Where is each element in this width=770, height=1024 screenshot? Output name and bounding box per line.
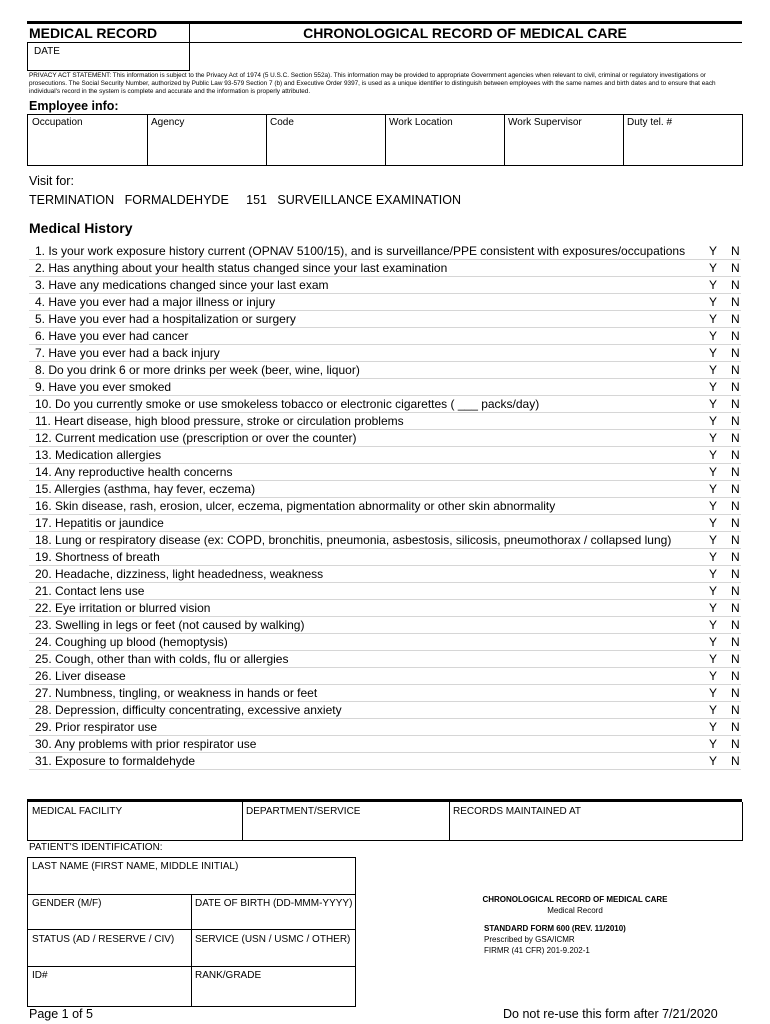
status-field[interactable]: STATUS (AD / RESERVE / CIV): [32, 934, 175, 945]
question-text: 8. Do you drink 6 or more drinks per week (beer, wine, liquor): [35, 363, 360, 377]
service-field[interactable]: SERVICE (USN / USMC / OTHER): [195, 934, 351, 945]
question-row: [29, 430, 741, 447]
emp-divider-5: [623, 114, 624, 165]
question-row: [29, 345, 741, 362]
no-option[interactable]: N: [731, 346, 740, 360]
no-option[interactable]: N: [731, 465, 740, 479]
date-of-birth-field[interactable]: DATE OF BIRTH (DD-MMM-YYYY): [195, 898, 353, 909]
question-text: 26. Liver disease: [35, 669, 126, 683]
date-field-label[interactable]: DATE: [34, 46, 60, 57]
question-text: 15. Allergies (asthma, hay fever, eczema): [35, 482, 256, 496]
question-row: [29, 379, 741, 396]
department-service-field[interactable]: DEPARTMENT/SERVICE: [246, 806, 361, 817]
medical-record-title: MEDICAL RECORD: [29, 25, 158, 41]
yes-option[interactable]: Y: [709, 380, 718, 394]
question-row: [29, 277, 741, 294]
emp-divider-2: [266, 114, 267, 165]
question-row: [29, 566, 741, 583]
visit-for-value: TERMINATION FORMALDEHYDE 151 SURVEILLANCE EXAMINATION: [29, 193, 462, 207]
no-option[interactable]: N: [731, 669, 740, 683]
no-option[interactable]: N: [731, 414, 740, 428]
no-option[interactable]: N: [731, 278, 740, 292]
agency-field[interactable]: Agency: [151, 117, 185, 128]
question-row: [29, 600, 741, 617]
yes-option[interactable]: Y: [709, 533, 718, 547]
no-option[interactable]: N: [731, 567, 740, 581]
question-row: [29, 481, 741, 498]
no-option[interactable]: N: [731, 618, 740, 632]
question-text: 21. Contact lens use: [35, 584, 145, 598]
no-option[interactable]: N: [731, 652, 740, 666]
question-text: 20. Headache, dizziness, light headedness, weakness: [35, 567, 324, 581]
question-text: 4. Have you ever had a major illness or injury: [35, 295, 276, 309]
no-option[interactable]: N: [731, 550, 740, 564]
visit-for-label: Visit for:: [29, 174, 74, 188]
facility-divider-2: [449, 802, 450, 840]
yes-option[interactable]: Y: [709, 669, 718, 683]
yes-option[interactable]: Y: [709, 618, 718, 632]
yes-option[interactable]: Y: [709, 278, 718, 292]
prescribed-by: Prescribed by GSA/ICMR: [484, 935, 575, 944]
question-text: 30. Any problems with prior respirator use: [35, 737, 257, 751]
question-row: [29, 668, 741, 685]
code-field[interactable]: Code: [270, 117, 294, 128]
question-text: 3. Have any medications changed since your last exam: [35, 278, 329, 292]
question-text: 2. Has anything about your health status changed since your last examination: [35, 261, 448, 275]
no-option[interactable]: N: [731, 584, 740, 598]
question-row: [29, 702, 741, 719]
duty-tel-field[interactable]: Duty tel. #: [627, 117, 673, 128]
yes-option[interactable]: Y: [709, 261, 718, 275]
no-option[interactable]: N: [731, 363, 740, 377]
question-text: 12. Current medication use (prescription or over the counter): [35, 431, 357, 445]
question-row: [29, 294, 741, 311]
question-text: 6. Have you ever had cancer: [35, 329, 189, 343]
no-option[interactable]: N: [731, 703, 740, 717]
question-row: [29, 549, 741, 566]
yes-option[interactable]: Y: [709, 652, 718, 666]
question-text: 14. Any reproductive health concerns: [35, 465, 233, 479]
no-option[interactable]: N: [731, 516, 740, 530]
question-row: [29, 532, 741, 549]
emp-divider-1: [147, 114, 148, 165]
yes-option[interactable]: Y: [709, 448, 718, 462]
no-option[interactable]: N: [731, 244, 740, 258]
question-row: [29, 685, 741, 702]
yes-option[interactable]: Y: [709, 703, 718, 717]
no-option[interactable]: N: [731, 448, 740, 462]
question-row: [29, 243, 741, 260]
question-row: [29, 328, 741, 345]
standard-form-number: STANDARD FORM 600 (REV. 11/2010): [484, 924, 626, 933]
yes-option[interactable]: Y: [709, 567, 718, 581]
form-info-subtitle: Medical Record: [547, 906, 603, 915]
yes-option[interactable]: Y: [709, 584, 718, 598]
header-underline: [27, 42, 742, 43]
work-location-field[interactable]: Work Location: [389, 117, 453, 128]
question-row: [29, 651, 741, 668]
question-text: 17. Hepatitis or jaundice: [35, 516, 164, 530]
pid-col-divider: [191, 894, 192, 1006]
question-text: 18. Lung or respiratory disease (ex: COPD, bronchitis, pneumonia, asbestosis, silicosis, pneumothorax / collapsed lung): [35, 533, 672, 547]
expiry-notice: Do not re-use this form after 7/21/2020: [503, 1007, 718, 1021]
yes-option[interactable]: Y: [709, 363, 718, 377]
occupation-field[interactable]: Occupation: [32, 117, 83, 128]
yes-option[interactable]: Y: [709, 312, 718, 326]
page-number: Page 1 of 5: [29, 1007, 93, 1021]
yes-option[interactable]: Y: [709, 346, 718, 360]
question-text: 11. Heart disease, high blood pressure, stroke or circulation problems: [35, 414, 404, 428]
medical-facility-field[interactable]: MEDICAL FACILITY: [32, 806, 123, 817]
facility-table: [27, 802, 743, 841]
yes-option[interactable]: Y: [709, 329, 718, 343]
gender-field[interactable]: GENDER (M/F): [32, 898, 102, 909]
question-row: [29, 311, 741, 328]
facility-divider-1: [242, 802, 243, 840]
yes-option[interactable]: Y: [709, 431, 718, 445]
question-row: [29, 447, 741, 464]
question-row: [29, 515, 741, 532]
question-row: [29, 260, 741, 277]
last-name-field[interactable]: LAST NAME (FIRST NAME, MIDDLE INITIAL): [32, 861, 239, 872]
yes-option[interactable]: Y: [709, 737, 718, 751]
question-text: 5. Have you ever had a hospitalization or surgery: [35, 312, 296, 326]
id-field[interactable]: ID#: [32, 970, 48, 981]
yes-option[interactable]: Y: [709, 295, 718, 309]
question-row: [29, 498, 741, 515]
form-info-title: CHRONOLOGICAL RECORD OF MEDICAL CARE: [482, 895, 668, 904]
yes-option[interactable]: Y: [709, 499, 718, 513]
question-text: 13. Medication allergies: [35, 448, 162, 462]
question-row: [29, 719, 741, 736]
question-text: 28. Depression, difficulty concentrating, excessive anxiety: [35, 703, 342, 717]
yes-option[interactable]: Y: [709, 754, 718, 768]
date-box-left-border: [27, 42, 28, 71]
no-option[interactable]: N: [731, 380, 740, 394]
employee-info-title: Employee info:: [29, 99, 119, 113]
date-box-bottom: [27, 70, 190, 71]
question-text: 29. Prior respirator use: [35, 720, 158, 734]
yes-option[interactable]: Y: [709, 414, 718, 428]
header-divider: [189, 23, 190, 71]
question-text: 10. Do you currently smoke or use smokeless tobacco or electronic cigarettes ( ___ packs/day): [35, 397, 540, 411]
question-text: 25. Cough, other than with colds, flu or allergies: [35, 652, 289, 666]
privacy-act-statement: PRIVACY ACT STATEMENT: This information is subject to the Privacy Act of 1974 (5 U.S.C. Section 552a). This information may be provided to appropriate Government agencies when relevant to civil, criminal or regulatory investigations or prosecutions. The Social Security Number, authorized by Public Law 93-579 Section 7 (b) and Executive Order 9397, is used as a unique identifier to distinguish between employees with the same names and birth dates and to ensure that each individual's record in the system is complete and accurate and the information is properly attributed.: [29, 72, 716, 95]
no-option[interactable]: N: [731, 635, 740, 649]
no-option[interactable]: N: [731, 533, 740, 547]
records-maintained-field[interactable]: RECORDS MAINTAINED AT: [453, 806, 581, 817]
question-row: [29, 753, 741, 770]
question-row: [29, 736, 741, 753]
no-option[interactable]: N: [731, 720, 740, 734]
no-option[interactable]: N: [731, 737, 740, 751]
yes-option[interactable]: Y: [709, 635, 718, 649]
yes-option[interactable]: Y: [709, 482, 718, 496]
question-text: 27. Numbness, tingling, or weakness in hands or feet: [35, 686, 318, 700]
yes-option[interactable]: Y: [709, 686, 718, 700]
question-text: 1. Is your work exposure history current (OPNAV 5100/15), and is surveillance/PPE consistent with exposures/occupations: [35, 244, 686, 258]
patient-identification-title: PATIENT'S IDENTIFICATION:: [29, 842, 163, 853]
question-text: 19. Shortness of breath: [35, 550, 160, 564]
yes-option[interactable]: Y: [709, 465, 718, 479]
top-rule: [27, 21, 742, 24]
question-text: 22. Eye irritation or blurred vision: [35, 601, 211, 615]
question-row: [29, 464, 741, 481]
question-text: 24. Coughing up blood (hemoptysis): [35, 635, 228, 649]
no-option[interactable]: N: [731, 295, 740, 309]
question-row: [29, 583, 741, 600]
no-option[interactable]: N: [731, 686, 740, 700]
question-text: 16. Skin disease, rash, erosion, ulcer, eczema, pigmentation abnormality or other skin abnormality: [35, 499, 556, 513]
question-row: [29, 617, 741, 634]
rank-grade-field[interactable]: RANK/GRADE: [195, 970, 262, 981]
work-supervisor-field[interactable]: Work Supervisor: [508, 117, 582, 128]
no-option[interactable]: N: [731, 499, 740, 513]
no-option[interactable]: N: [731, 482, 740, 496]
question-row: [29, 362, 741, 379]
yes-option[interactable]: Y: [709, 550, 718, 564]
question-text: 7. Have you ever had a back injury: [35, 346, 220, 360]
question-row: [29, 396, 741, 413]
no-option[interactable]: N: [731, 261, 740, 275]
question-row: [29, 413, 741, 430]
medical-history-questions: [29, 243, 741, 770]
no-option[interactable]: N: [731, 312, 740, 326]
question-text: 23. Swelling in legs or feet (not caused by walking): [35, 618, 305, 632]
no-option[interactable]: N: [731, 754, 740, 768]
question-text: 31. Exposure to formaldehyde: [35, 754, 196, 768]
medical-history-title: Medical History: [29, 220, 133, 236]
question-text: 9. Have you ever smoked: [35, 380, 172, 394]
yes-option[interactable]: Y: [709, 601, 718, 615]
no-option[interactable]: N: [731, 329, 740, 343]
yes-option[interactable]: Y: [709, 244, 718, 258]
no-option[interactable]: N: [731, 431, 740, 445]
no-option[interactable]: N: [731, 397, 740, 411]
question-row: [29, 634, 741, 651]
yes-option[interactable]: Y: [709, 516, 718, 530]
chronological-record-title: CHRONOLOGICAL RECORD OF MEDICAL CARE: [303, 25, 627, 41]
no-option[interactable]: N: [731, 601, 740, 615]
emp-divider-3: [385, 114, 386, 165]
yes-option[interactable]: Y: [709, 397, 718, 411]
firmr-reference: FIRMR (41 CFR) 201-9.202-1: [484, 946, 590, 955]
yes-option[interactable]: Y: [709, 720, 718, 734]
emp-divider-4: [504, 114, 505, 165]
